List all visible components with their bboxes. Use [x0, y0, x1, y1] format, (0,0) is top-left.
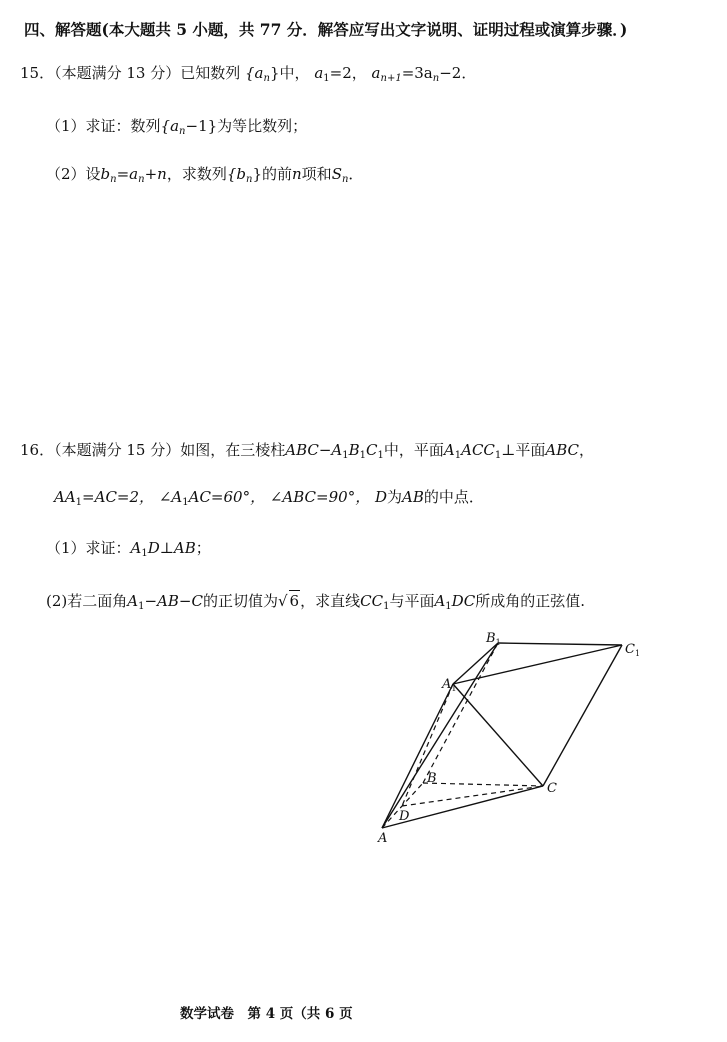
- math-eq: AC=60°，: [188, 488, 266, 506]
- math-expr: ABC: [545, 441, 580, 459]
- stem-text: 平面: [515, 441, 546, 459]
- question-15-stem: [20, 63, 476, 89]
- edge-A1-C: [453, 684, 543, 786]
- math-sub: 1: [323, 73, 330, 84]
- edge-B1-C1: [498, 643, 622, 645]
- label-D: D: [399, 809, 410, 824]
- math-seq: {b: [226, 165, 246, 183]
- stem-text: ，: [579, 441, 595, 459]
- part-text: ．: [348, 165, 364, 183]
- math-var: A: [130, 539, 142, 557]
- math-sub: 1: [494, 450, 502, 461]
- math-sub: n: [341, 174, 349, 185]
- math-sub: n: [110, 174, 117, 185]
- label-A: A: [378, 831, 388, 846]
- part-text: 为等比数列；: [217, 117, 308, 135]
- math-seq: {a: [160, 117, 180, 135]
- part-text: 所成角的正弦值.: [475, 592, 585, 610]
- math-brace: }: [252, 165, 262, 183]
- math-sub: 1: [454, 450, 462, 461]
- math-var: A: [127, 592, 139, 610]
- math-var: A: [434, 592, 446, 610]
- question-number: 16．: [20, 441, 55, 459]
- math-sub: n: [138, 174, 145, 185]
- math-expr: A: [443, 441, 455, 459]
- edge-D-C-dashed: [402, 786, 543, 806]
- math-expr: AA: [54, 488, 76, 506]
- math-sub: n: [263, 73, 270, 84]
- part-label: （1）求证：: [46, 539, 131, 557]
- math-sub: n: [179, 126, 186, 137]
- math-var: S: [331, 165, 342, 183]
- math-var: a: [314, 64, 324, 82]
- question-16-part-2: [46, 590, 585, 617]
- label-B1: $B_1$: [486, 631, 501, 647]
- footer-fade: [358, 1000, 388, 1028]
- sqrt-value: 6: [289, 592, 300, 610]
- math-var: D: [374, 488, 388, 506]
- math-expr: C: [366, 441, 378, 459]
- math-eq: −2．: [439, 64, 477, 82]
- math-sub: 1: [383, 601, 390, 612]
- edge-A1-C1: [453, 645, 622, 684]
- question-16-conditions: [54, 487, 484, 513]
- label-B: B: [427, 771, 437, 786]
- math-var: CC: [360, 592, 384, 610]
- edge-C1-C: [543, 645, 622, 786]
- question-16-part-1: [46, 538, 211, 564]
- label-A1: $A_1$: [442, 677, 457, 693]
- stem-text: 的中点．: [423, 488, 484, 506]
- stem-text: 已知数列: [180, 64, 241, 82]
- math-expr: ABC−A: [285, 441, 343, 459]
- question-score: （本题满分 13 分）: [54, 64, 181, 82]
- question-15-part-2: [46, 164, 363, 190]
- question-number: 15．: [20, 64, 55, 82]
- math-sub: 1: [138, 601, 145, 612]
- part-text: ；: [195, 539, 211, 557]
- sqrt-symbol: √: [277, 592, 288, 610]
- part-text: ，求直线: [300, 592, 361, 610]
- math-eq: =AC=2，: [82, 488, 155, 506]
- math-brace: }: [269, 64, 280, 82]
- math-sub: 1: [75, 497, 83, 508]
- math-seq: {a: [245, 64, 264, 82]
- math-var: b: [100, 165, 111, 183]
- page-footer: 数学试卷 第 4 页（共 6 页: [180, 1006, 353, 1022]
- label-C: C: [547, 781, 557, 796]
- math-expr: −AB−C: [144, 592, 203, 610]
- part-label: （1）求证：数列: [46, 117, 161, 135]
- math-eq: =3a: [401, 64, 433, 82]
- math-op: ⊥: [501, 441, 516, 459]
- stem-text: 如图，在三棱柱: [180, 441, 286, 459]
- math-sub: n: [245, 174, 253, 185]
- math-eq: =a: [116, 165, 139, 183]
- part-text: 的前: [261, 165, 292, 183]
- edge-B-C-dashed: [423, 783, 543, 786]
- math-eq: −1}: [185, 117, 218, 135]
- edge-A1-D-dashed: [402, 684, 453, 806]
- part-text: 的正切值为: [202, 592, 278, 610]
- math-var: n: [292, 165, 302, 183]
- math-expr: B: [348, 441, 360, 459]
- stem-text: 中，: [279, 64, 310, 82]
- question-15-part-1: [46, 116, 307, 142]
- math-expr: ACC: [461, 441, 495, 459]
- math-sub: 1: [445, 601, 452, 612]
- math-sub: n+1: [380, 73, 402, 84]
- math-var: AB: [402, 488, 424, 506]
- stem-text: 为: [387, 488, 403, 506]
- prism-figure: [370, 626, 660, 856]
- math-sub: 1: [141, 548, 148, 559]
- math-sub: 1: [182, 497, 189, 508]
- part-text: 项和: [301, 165, 332, 183]
- math-expr: ∠A: [158, 488, 183, 506]
- math-sub: 1: [359, 450, 367, 461]
- math-var: a: [371, 64, 381, 82]
- part-text: ，求数列: [166, 165, 227, 183]
- math-sub: 1: [377, 450, 384, 461]
- math-sub: 1: [342, 450, 349, 461]
- edge-B-B1-dashed: [423, 643, 498, 783]
- stem-text: 中，平面: [383, 441, 444, 459]
- part-text: 与平面: [389, 592, 435, 610]
- math-expr: D⊥AB: [147, 539, 196, 557]
- math-eq: =2，: [329, 64, 367, 82]
- question-score: （本题满分 15 分）: [54, 441, 181, 459]
- question-16-stem: [20, 440, 594, 466]
- edge-A-A1: [382, 684, 453, 828]
- part-label: （2）设: [46, 165, 101, 183]
- section-heading: 四、解答题(本大题共 5 小题，共 77 分．解答应写出文字说明、证明过程或演算步骤．): [24, 20, 628, 39]
- math-sub: n: [432, 73, 440, 84]
- part-label: (2)若二面角: [46, 592, 128, 610]
- math-eq: +n: [144, 165, 167, 183]
- label-C1: $C_1$: [625, 642, 641, 658]
- math-var: DC: [451, 592, 476, 610]
- math-eq: ∠ABC=90°，: [269, 488, 371, 506]
